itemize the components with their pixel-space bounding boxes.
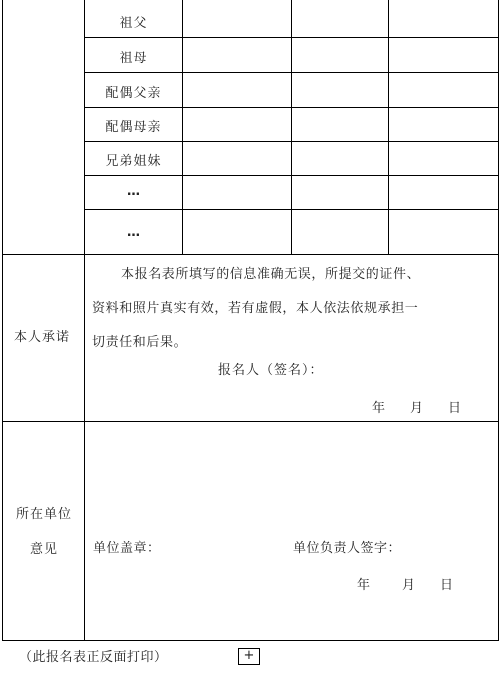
relation-label: 兄弟姐妹: [105, 154, 162, 169]
relation-label: 祖父: [119, 16, 148, 31]
relative-field[interactable]: [183, 1, 290, 36]
date-month: 月: [410, 401, 424, 416]
commitment-text-line: 资料和照片真实有效，若有虚假，本人依法依规承担一: [92, 301, 419, 316]
date-year: 年: [372, 401, 386, 416]
row-line: [84, 209, 499, 210]
commitment-label: 本人承诺: [14, 330, 71, 345]
date-month: 月: [402, 578, 416, 593]
row-line: [84, 72, 499, 73]
table-border-left: [2, 0, 3, 641]
row-line: [84, 175, 499, 176]
add-table-row-button[interactable]: +: [238, 648, 260, 665]
relative-field[interactable]: [292, 1, 387, 36]
unit-opinion-label: 所在单位: [16, 507, 73, 522]
relation-ellipsis: …: [127, 184, 140, 199]
date-day: 日: [448, 401, 462, 416]
section-line: [2, 421, 499, 422]
relation-label: 配偶母亲: [105, 120, 162, 135]
unit-opinion-label: 意见: [30, 542, 59, 557]
section-line: [2, 254, 499, 255]
relation-label: 祖母: [119, 51, 148, 66]
print-note: （此报名表正反面打印）: [19, 650, 168, 665]
date-year: 年: [357, 578, 371, 593]
relation-label: 配偶父亲: [105, 86, 162, 101]
row-line: [84, 141, 499, 142]
commitment-text-line: 本报名表所填写的信息准确无误，所提交的证件、: [121, 267, 421, 282]
table-col-divider-3: [388, 0, 389, 254]
row-line: [84, 37, 499, 38]
table-col-divider-2: [291, 0, 292, 254]
unit-seal-label: 单位盖章：: [93, 541, 161, 556]
relation-ellipsis: …: [127, 225, 140, 240]
leader-signature-label: 单位负责人签字：: [293, 541, 402, 556]
row-line: [84, 107, 499, 108]
table-col-divider-1: [182, 0, 183, 254]
table-border-bottom: [2, 640, 499, 641]
date-day: 日: [440, 578, 454, 593]
commitment-text-line: 切责任和后果。: [92, 335, 188, 350]
table-border-right: [498, 0, 499, 641]
signer-label: 报名人（签名）：: [218, 363, 324, 378]
relative-field[interactable]: [389, 1, 497, 36]
